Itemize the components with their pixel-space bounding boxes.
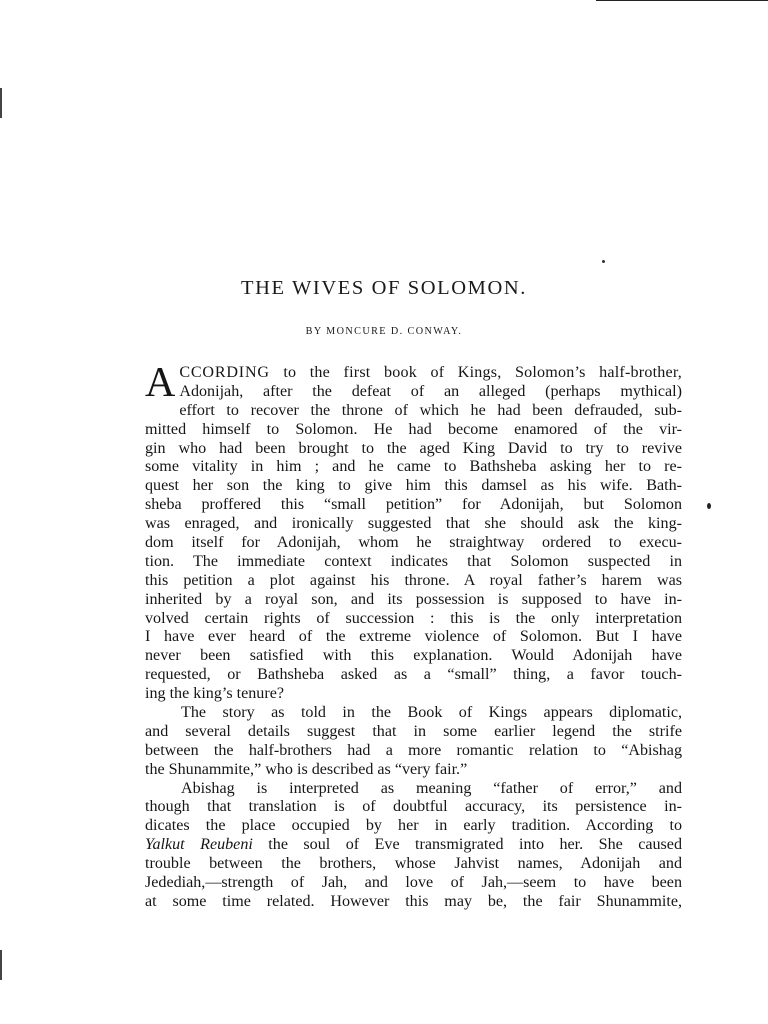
text-line: ing the king’s tenure?	[145, 685, 284, 703]
text-line: some vitality in him ; and he came to Bathsheba asking her to re-	[145, 458, 682, 476]
scan-speck	[707, 503, 711, 509]
text-line: Adonijah, after the defeat of an alleged (perhaps mythical)	[179, 382, 682, 400]
scan-border-line	[596, 0, 768, 1]
line-text: to the first book of Kings, Solomon’s half-brother,	[269, 364, 682, 381]
text-line: effort to recover the throne of which he had been defrauded, sub-	[179, 401, 682, 419]
text-line: dom itself for Adonijah, whom he straightway ordered to execu-	[145, 534, 682, 552]
text-line	[145, 364, 682, 383]
text-line: trouble between the brothers, whose Jahvist names, Adonijah and	[145, 855, 682, 873]
text-line: inherited by a royal son, and its possession is supposed to have in-	[145, 590, 682, 608]
text-line	[145, 836, 682, 855]
text-line: Jedediah,—strength of Jah, and love of Jah,—seem to have been	[145, 874, 682, 892]
text-line: mitted himself to Solomon. He had become enamored of the vir-	[145, 420, 682, 438]
text-line: this petition a plot against his throne. A royal father’s harem was	[145, 571, 682, 589]
first-word-rest: CCORDING	[179, 364, 270, 381]
text-line: I have ever heard of the extreme violence of Solomon. But I have	[145, 628, 682, 646]
text-line: the Shunammite,” who is described as “very fair.”	[145, 760, 468, 778]
article-body	[145, 360, 682, 912]
paragraph-2	[145, 704, 682, 780]
scan-margin-mark	[0, 950, 2, 980]
text-line: dicates the place occupied by her in early tradition. According to	[145, 817, 682, 835]
text-line: between the half-brothers had a more romantic relation to “Abishag	[145, 741, 682, 759]
line-text: the soul of Eve transmigrated into her. She caused	[252, 836, 682, 854]
text-line: requested, or Bathsheba asked as a “small” thing, a favor touch-	[145, 666, 682, 684]
paragraph-1	[145, 360, 682, 704]
text-line: at some time related. However this may be, the fair Shunammite,	[145, 892, 682, 910]
text-line: quest her son the king to give him this damsel as his wife. Bath-	[145, 477, 682, 495]
article-title: THE WIVES OF SOLOMON.	[240, 277, 528, 299]
paragraph-3	[145, 780, 682, 912]
text-line: and several details suggest that in some earlier legend the strife	[145, 722, 682, 740]
drop-cap: A	[145, 360, 176, 406]
text-line: was enraged, and ironically suggested that she should ask the king-	[145, 515, 682, 533]
text-line: never been satisfied with this explanation. Would Adonijah have	[145, 647, 682, 665]
text-line: sheba proffered this “small petition” for Adonijah, but Solomon	[145, 496, 682, 514]
scan-speck	[602, 260, 605, 263]
article-byline: BY MONCURE D. CONWAY.	[305, 326, 463, 337]
text-line: tion. The immediate context indicates that Solomon suspected in	[145, 552, 682, 570]
scan-margin-mark	[0, 88, 2, 118]
text-line: volved certain rights of succession : this is the only interpretation	[145, 609, 682, 627]
italic-source-title: Yalkut Reubeni	[145, 836, 253, 854]
text-line: Abishag is interpreted as meaning “father of error,” and	[181, 779, 682, 797]
text-line: though that translation is of doubtful accuracy, its persistence in-	[145, 798, 682, 816]
text-line: The story as told in the Book of Kings appears diplomatic,	[181, 704, 682, 722]
text-line: gin who had been brought to the aged King David to try to revive	[145, 439, 682, 457]
